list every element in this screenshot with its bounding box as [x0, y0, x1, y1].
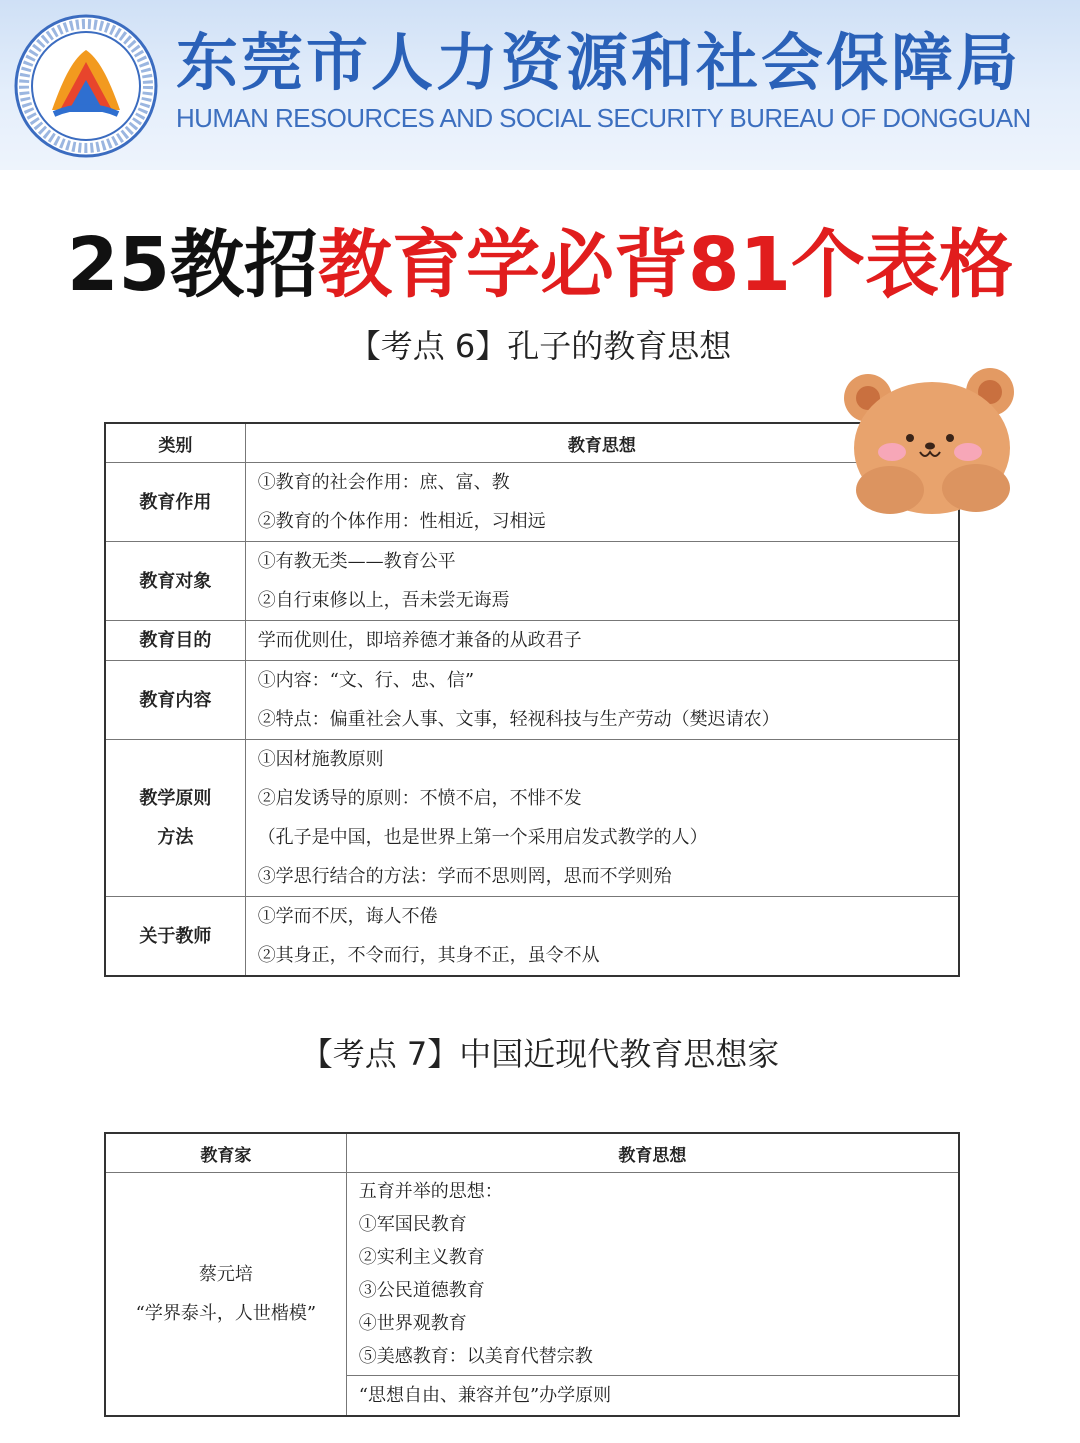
row-line: ②启发诱导的原则：不愤不启，不悱不发: [257, 788, 582, 809]
teddy-bear-icon: [840, 360, 1025, 530]
column-header-category: 类别: [105, 423, 245, 463]
header-banner: [0, 0, 1080, 170]
column-header-educator: 教育家: [105, 1133, 346, 1173]
confucius-table: [104, 422, 960, 977]
row-category: 关于教师: [105, 897, 245, 977]
row-line: ②教育的个体作用：性相近，习相远: [257, 511, 546, 532]
table-row: [105, 661, 959, 740]
educator-nickname: “学界泰斗，人世楷模”: [135, 1303, 317, 1324]
table-row: [105, 740, 959, 897]
column-header-thought: 教育思想: [346, 1133, 959, 1173]
row-line: 学而优则仕，即培养德才兼备的从政君子: [257, 630, 582, 651]
section-7-heading: 【考点 7】中国近现代教育思想家: [300, 1035, 780, 1073]
row-line: ②特点：偏重社会人事、文事，轻视科技与生产劳动（樊迟请农）: [257, 709, 780, 730]
row-line: ①有教无类——教育公平: [257, 551, 456, 572]
table-header-row: [105, 1133, 959, 1173]
row-category-line: 方法: [157, 827, 194, 848]
row-line: （孔子是中国，也是世界上第一个采用启发式教学的人）: [257, 827, 708, 848]
org-name-chinese: 东莞市人力资源和社会保障局: [176, 26, 1022, 99]
row-category: 教育目的: [105, 621, 245, 661]
row-line: ③学思行结合的方法：学而不思则罔，思而不学则殆: [257, 866, 672, 887]
column-header-thought: 教育思想: [245, 423, 959, 463]
row-line: ①学而不厌，诲人不倦: [257, 906, 438, 927]
section-6-heading: 【考点 6】孔子的教育思想: [348, 327, 732, 365]
row-line: ③公民道德教育: [358, 1280, 485, 1301]
educator-cell: [105, 1173, 346, 1417]
row-line: “思想自由、兼容并包”办学原则: [358, 1385, 612, 1406]
row-line: ①因材施教原则: [257, 749, 384, 770]
row-category: 教育对象: [105, 542, 245, 621]
row-category-line: 教学原则: [139, 788, 212, 809]
page-title: [0, 220, 1080, 310]
title-prefix: 25教招: [67, 222, 318, 308]
row-category: 教育作用: [105, 463, 245, 542]
table-row: [105, 897, 959, 977]
educator-name: 蔡元培: [198, 1264, 253, 1285]
table-header-row: [105, 423, 959, 463]
table-row: [105, 621, 959, 661]
dongguan-hrss-emblem-icon: [14, 14, 159, 159]
title-highlight: 教育学必背81个表格: [318, 222, 1013, 308]
org-name-english: HUMAN RESOURCES AND SOCIAL SECURITY BUREAU OF DONGGUAN: [176, 103, 1031, 133]
row-category: [105, 740, 245, 897]
row-line: ①教育的社会作用：庶、富、教: [257, 472, 510, 493]
row-line: ②其身正，不令而行，其身不正，虽令不从: [257, 945, 600, 966]
row-line: ①内容：“文、行、忠、信”: [257, 670, 475, 691]
table-row: [105, 1173, 959, 1376]
row-line: ⑤美感教育：以美育代替宗教: [358, 1346, 593, 1367]
row-line: ①军国民教育: [358, 1214, 467, 1235]
row-line: ②实利主义教育: [358, 1247, 485, 1268]
table-row: [105, 542, 959, 621]
educators-table: [104, 1132, 960, 1417]
table-row: [105, 463, 959, 542]
row-line: ②自行束修以上，吾未尝无诲焉: [257, 590, 510, 611]
row-category: 教育内容: [105, 661, 245, 740]
row-line: ④世界观教育: [358, 1313, 467, 1334]
row-line: 五育并举的思想：: [358, 1181, 503, 1202]
